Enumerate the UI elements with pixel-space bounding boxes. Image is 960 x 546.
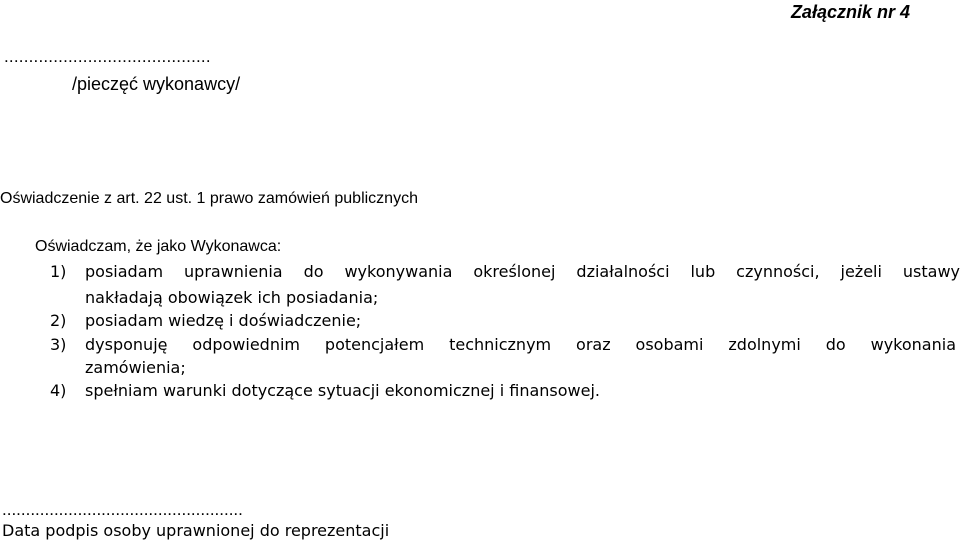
list-item-3 (50, 335, 960, 354)
item-text: spełniam warunki dotyczące sytuacji ekonomicznej i finansowej. (85, 381, 600, 400)
item-number: 2) (50, 311, 67, 330)
item-number: 1) (50, 262, 67, 281)
item-text: posiadam wiedzę i doświadczenie; (85, 311, 362, 330)
list-item-2 (50, 311, 960, 330)
list-item-3-continuation: zamówienia; (85, 358, 186, 377)
item-text: dysponuję odpowiednim potencjałem technicznym oraz osobami zdolnymi do wykonania (85, 335, 956, 354)
stamp-dotted-line: .......................................... (4, 47, 211, 66)
list-item-1-continuation: nakładają obowiązek ich posiadania; (85, 288, 379, 307)
item-number: 3) (50, 335, 67, 354)
annex-label: Załącznik nr 4 (790, 2, 910, 22)
list-item-4 (50, 381, 960, 400)
signature-caption: Data podpis osoby uprawnionej do reprezentacji (2, 521, 390, 540)
signature-dotted-line: ................................................... (2, 500, 243, 519)
item-number: 4) (50, 381, 67, 400)
declaration-intro: Oświadczam, że jako Wykonawca: (35, 238, 282, 255)
contractor-stamp-label: /pieczęć wykonawcy/ (72, 74, 241, 94)
item-text: posiadam uprawnienia do wykonywania określonej działalności lub czynności, jeżeli ustawy (85, 262, 960, 281)
list-item-1 (50, 262, 960, 281)
document-heading: Oświadczenie z art. 22 ust. 1 prawo zamówień publicznych (0, 190, 418, 207)
